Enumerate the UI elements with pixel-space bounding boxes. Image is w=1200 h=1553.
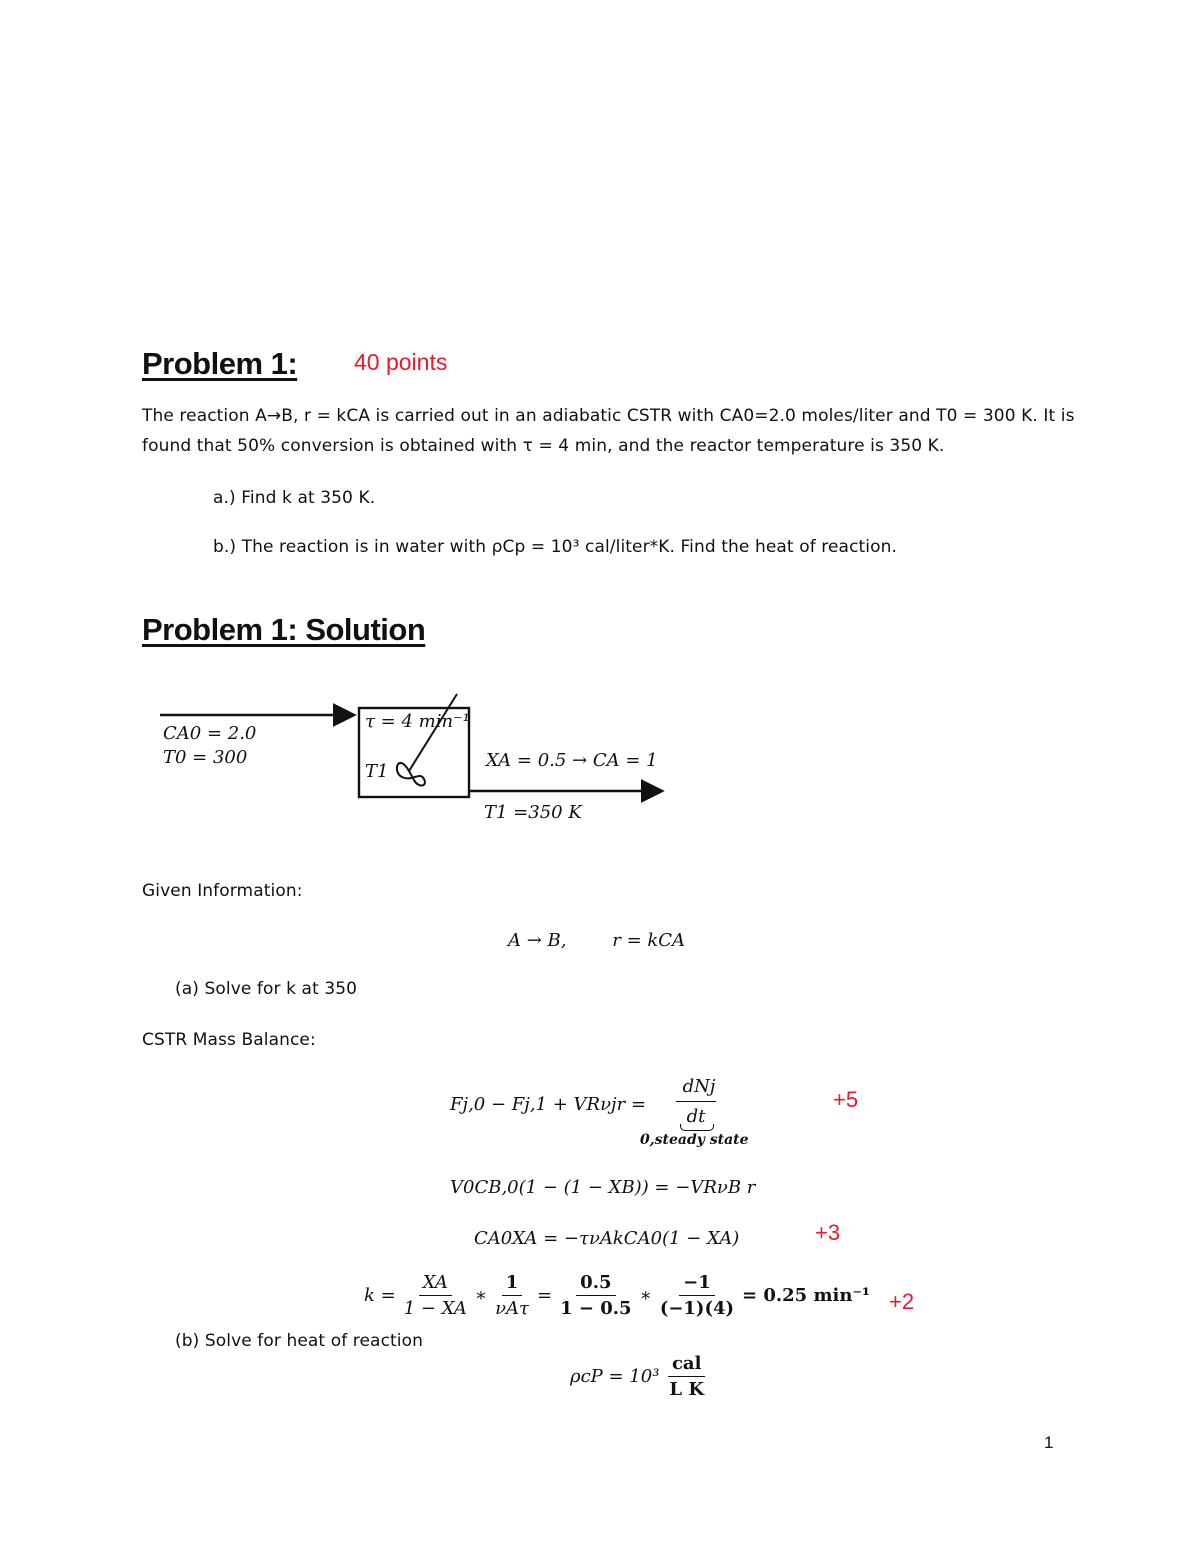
points-label: 40 points: [354, 349, 448, 375]
equation-4-fraction-3: $\frac{0.5}{1 - 0.5}$: [560, 1272, 632, 1319]
equation-4-equals: =: [537, 1285, 553, 1306]
inlet-concentration: CA0 = 2.0: [163, 723, 257, 744]
residence-time: τ = 4 min⁻¹: [365, 711, 470, 732]
score-2: +3: [815, 1220, 841, 1245]
given-label: Given Information:: [142, 881, 303, 901]
problem-heading: Problem 1:: [142, 346, 298, 381]
equation-1-fraction-bar: [676, 1101, 716, 1102]
given-equation: A → B, r = kCA: [508, 930, 686, 951]
equation-4-times-2: ∗: [639, 1285, 652, 1306]
solution-heading: Problem 1: Solution: [142, 612, 426, 647]
equation-4-result: = 0.25 min⁻¹: [742, 1285, 870, 1306]
outlet-temperature: T1 =350 K: [484, 802, 582, 823]
equation-4-k: k =: [364, 1285, 396, 1306]
part-b-label: (b) Solve for heat of reaction: [175, 1331, 423, 1351]
problem-line-1: The reaction A→B, r = kCA is carried out in an adiabatic CSTR with CA0=2.0 moles/liter and T0 = 300 K. It is: [142, 406, 1075, 426]
equation-3: CA0XA = −τνAkCA0(1 − XA): [474, 1228, 740, 1249]
underbrace: [680, 1124, 714, 1131]
equation-4-fraction-4: $\frac{-1}{(-1)(4)}$: [659, 1272, 735, 1319]
score-3: +2: [889, 1289, 915, 1314]
equation-1-denominator: dt: [686, 1106, 706, 1127]
part-a-label: (a) Solve for k at 350: [175, 979, 358, 999]
equation-1-lhs: Fj,0 − Fj,1 + VRνjr =: [450, 1094, 647, 1115]
equation-4-fraction-2: $\frac{1}{\text{νAτ}}$: [495, 1272, 530, 1319]
equation-1-numerator: dNj: [682, 1076, 716, 1097]
equation-5-lhs: ρcP = 10³: [570, 1366, 660, 1387]
equation-1-underbrace-label: 0,steady state: [640, 1132, 749, 1148]
mass-balance-label: CSTR Mass Balance:: [142, 1030, 316, 1050]
page-number: 1: [1044, 1433, 1054, 1452]
problem-part-a: a.) Find k at 350 K.: [213, 488, 376, 508]
score-1: +5: [833, 1087, 859, 1112]
problem-part-b: b.) The reaction is in water with ρCp = 10³ cal/liter*K. Find the heat of reaction.: [213, 537, 897, 557]
problem-line-2: found that 50% conversion is obtained with τ = 4 min, and the reactor temperature is 350 K.: [142, 436, 945, 456]
inlet-temperature: T0 = 300: [163, 747, 248, 768]
equation-5-fraction: $\frac{\text{cal}}{\text{L K}}$: [669, 1353, 704, 1400]
equation-4-times-1: ∗: [474, 1285, 488, 1306]
equation-2: V0CB,0(1 − (1 − XB)) = −VRνB r: [450, 1177, 756, 1198]
equation-4-fraction-1: $\frac{XA}{1 - XA}$: [403, 1272, 467, 1319]
equation-4: [364, 1272, 870, 1319]
equation-5: [570, 1353, 708, 1400]
outlet-conversion: XA = 0.5 → CA = 1: [486, 750, 658, 771]
reactor-temperature: T1: [365, 761, 389, 782]
